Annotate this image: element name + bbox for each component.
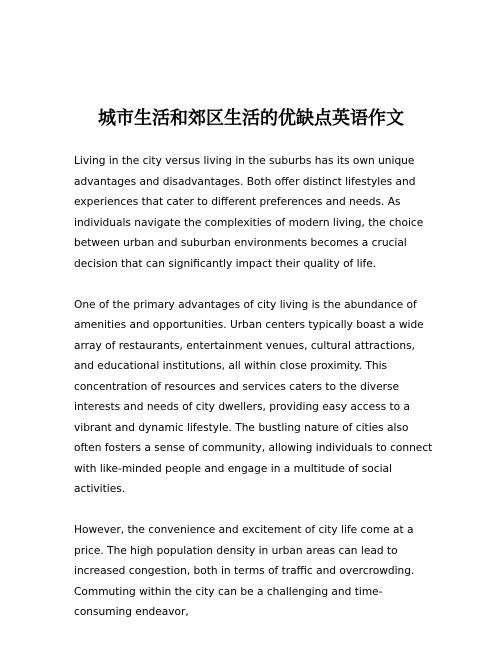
- document-body: [74, 151, 436, 643]
- paragraph: One of the primary advantages of city living is the abundance of amenities and opportunities. Urban centers typically boast a wide array of restaurants, entertainment venues, cultural attractions, and educational institutions, all within close proximity. This concentration of resources and services caters to the diverse interests and needs of city dwellers, providing easy access to a vibrant and dynamic lifestyle. The bustling nature of cities also often fosters a sense of community, allowing individuals to connect with like-minded people and engage in a multitude of social activities.: [74, 298, 433, 495]
- paragraph: However, the convenience and excitement of city life come at a price. The high population density in urban areas can lead to increased congestion, both in terms of traffic and overcrowding. Commuting within the city can be a challenging and time-consuming endeavor,: [74, 524, 415, 618]
- paragraph: Living in the city versus living in the suburbs has its own unique advantages and disadvantages. Both offer distinct lifestyles and experiences that cater to different preferences and needs. As individuals navigate the complexities of modern living, the choice between urban and suburban environments becomes a crucial decision that can significantly impact their quality of life.: [74, 155, 424, 270]
- document-title: 城市生活和郊区生活的优缺点英语作文: [98, 108, 404, 129]
